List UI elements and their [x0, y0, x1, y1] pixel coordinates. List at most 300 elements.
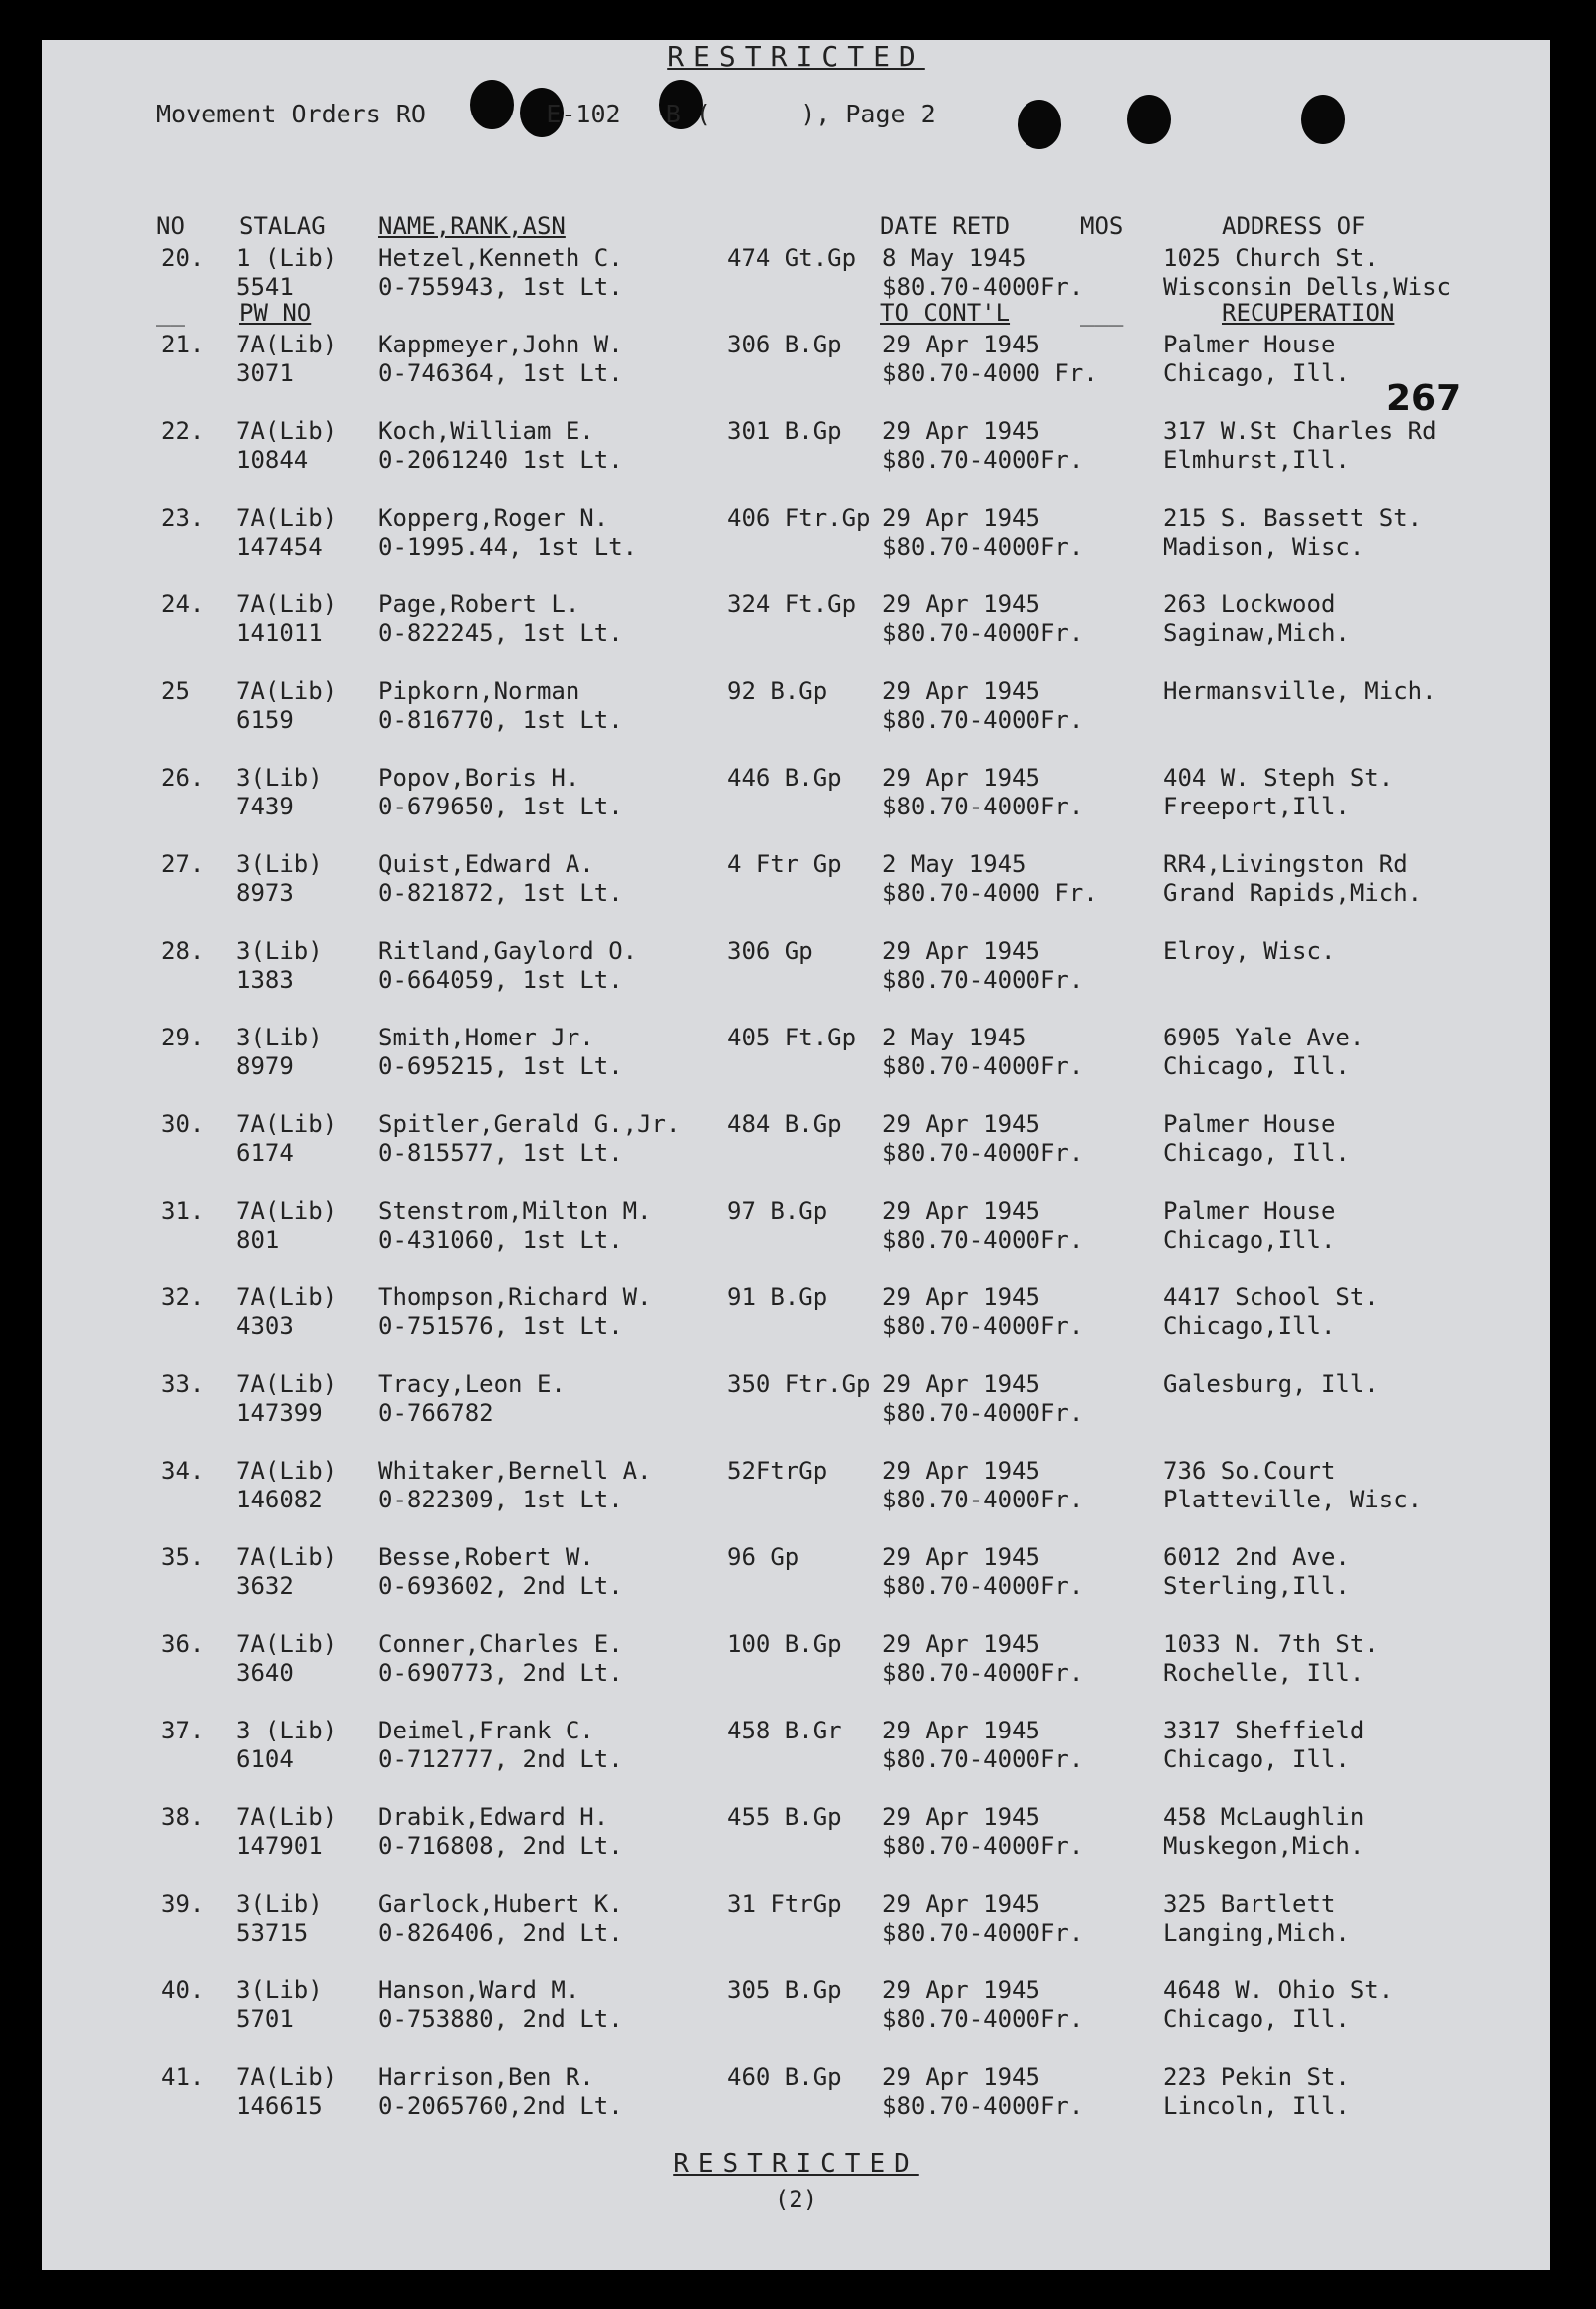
- unit-line: 31 FtrGp: [727, 1890, 842, 1918]
- date-returned: [882, 1717, 1211, 1774]
- date-returned: [882, 590, 1211, 648]
- table-row: [42, 504, 1550, 590]
- name-rank-asn-line: 0-755943, 1st Lt.: [378, 273, 623, 301]
- entry-number: [161, 504, 231, 533]
- date-returned-line: $80.70-4000Fr.: [882, 533, 1084, 561]
- date-returned-line: 29 Apr 1945: [882, 2063, 1040, 2091]
- stalag-pw-number: [236, 331, 375, 388]
- name-rank-asn-line: 0-826406, 2nd Lt.: [378, 1919, 623, 1947]
- stalag-pw-number: [236, 1630, 375, 1688]
- entry-number-line: 26.: [161, 764, 205, 792]
- entry-number-line: 21.: [161, 331, 205, 358]
- recuperation-address-line: Elmhurst,Ill.: [1163, 446, 1350, 474]
- recuperation-address: [1163, 1630, 1546, 1688]
- date-returned: [882, 2063, 1211, 2121]
- recuperation-address: [1163, 1024, 1546, 1081]
- name-rank-asn-line: 0-2061240 1st Lt.: [378, 446, 623, 474]
- stalag-pw-number: [236, 1803, 375, 1861]
- stalag-pw-number-line: 5541: [236, 273, 294, 301]
- unit-line: 460 B.Gp: [727, 2063, 842, 2091]
- date-returned-line: 29 Apr 1945: [882, 1197, 1040, 1225]
- stalag-pw-number-line: 3(Lib): [236, 1976, 323, 2004]
- date-returned-line: 29 Apr 1945: [882, 1803, 1040, 1831]
- entry-number-line: 30.: [161, 1110, 205, 1138]
- unit: [727, 417, 906, 446]
- recuperation-address: [1163, 331, 1546, 388]
- date-returned: [882, 244, 1211, 302]
- name-rank-asn: [378, 1197, 777, 1255]
- entry-number-line: 29.: [161, 1024, 205, 1051]
- name-rank-asn-line: 0-746364, 1st Lt.: [378, 359, 623, 387]
- date-returned-line: $80.70-4000Fr.: [882, 2092, 1084, 2120]
- date-returned-line: 29 Apr 1945: [882, 677, 1040, 705]
- stalag-pw-number-line: 7A(Lib): [236, 1197, 338, 1225]
- stalag-pw-number: [236, 1890, 375, 1948]
- table-row: [42, 331, 1550, 417]
- name-rank-asn: [378, 417, 777, 475]
- stalag-pw-number-line: 3(Lib): [236, 1024, 323, 1051]
- recuperation-address-line: Hermansville, Mich.: [1163, 677, 1437, 705]
- stalag-pw-number-line: 7A(Lib): [236, 1457, 338, 1485]
- stalag-pw-number: [236, 1197, 375, 1255]
- unit-line: 455 B.Gp: [727, 1803, 842, 1831]
- stalag-pw-number-line: 3(Lib): [236, 764, 323, 792]
- name-rank-asn: [378, 850, 777, 908]
- unit: [727, 1543, 906, 1572]
- recuperation-address: [1163, 1370, 1546, 1399]
- date-returned-line: $80.70-4000Fr.: [882, 793, 1084, 820]
- stalag-pw-number-line: 801: [236, 1226, 280, 1254]
- stalag-pw-number-line: 7A(Lib): [236, 417, 338, 445]
- date-returned-line: $80.70-4000Fr.: [882, 446, 1084, 474]
- stalag-pw-number: [236, 1283, 375, 1341]
- entry-number: [161, 1976, 231, 2005]
- stalag-pw-number-line: 7A(Lib): [236, 1283, 338, 1311]
- entry-number-line: 28.: [161, 937, 205, 965]
- stalag-pw-number-line: 7A(Lib): [236, 677, 338, 705]
- date-returned-line: $80.70-4000Fr.: [882, 2005, 1084, 2033]
- entry-number-line: 32.: [161, 1283, 205, 1311]
- unit-line: 306 Gp: [727, 937, 813, 965]
- recuperation-address-line: 4648 W. Ohio St.: [1163, 1976, 1394, 2004]
- entry-number-line: 39.: [161, 1890, 205, 1918]
- unit: [727, 937, 906, 966]
- stalag-pw-number-line: 10844: [236, 446, 309, 474]
- name-rank-asn: [378, 1370, 777, 1428]
- recuperation-address-line: Grand Rapids,Mich.: [1163, 879, 1423, 907]
- entry-number: [161, 850, 231, 879]
- date-returned-line: 8 May 1945: [882, 244, 1026, 272]
- table-row: [42, 937, 1550, 1024]
- document-page: [42, 40, 1550, 2270]
- stalag-pw-number-line: 1 (Lib): [236, 244, 338, 272]
- name-rank-asn-line: 0-679650, 1st Lt.: [378, 793, 623, 820]
- recuperation-address-line: Chicago, Ill.: [1163, 1052, 1350, 1080]
- date-returned: [882, 417, 1211, 475]
- recuperation-address-line: 263 Lockwood: [1163, 590, 1336, 618]
- stalag-pw-number-line: 3071: [236, 359, 294, 387]
- stalag-pw-number-line: 1383: [236, 966, 294, 994]
- entry-number: [161, 1197, 231, 1226]
- date-returned-line: 29 Apr 1945: [882, 1543, 1040, 1571]
- table-row: [42, 244, 1550, 331]
- date-returned-line: $80.70-4000Fr.: [882, 1139, 1084, 1167]
- entry-number-line: 24.: [161, 590, 205, 618]
- date-returned-line: 29 Apr 1945: [882, 1890, 1040, 1918]
- stalag-pw-number: [236, 1457, 375, 1514]
- name-rank-asn-line: 0-816770, 1st Lt.: [378, 706, 623, 734]
- entry-number-line: 23.: [161, 504, 205, 532]
- entry-number-line: 22.: [161, 417, 205, 445]
- recuperation-address: [1163, 1803, 1546, 1861]
- stalag-pw-number-line: 147399: [236, 1399, 323, 1427]
- date-returned: [882, 1457, 1211, 1514]
- table-row: [42, 1024, 1550, 1110]
- table-row: [42, 1976, 1550, 2063]
- recuperation-address-line: Sterling,Ill.: [1163, 1572, 1350, 1600]
- recuperation-address-line: 6905 Yale Ave.: [1163, 1024, 1365, 1051]
- date-returned-line: $80.70-4000 Fr.: [882, 879, 1098, 907]
- stalag-pw-number-line: 7A(Lib): [236, 331, 338, 358]
- name-rank-asn: [378, 677, 777, 735]
- recuperation-address-line: 736 So.Court: [1163, 1457, 1336, 1485]
- entry-number: [161, 1803, 231, 1832]
- name-rank-asn: [378, 590, 777, 648]
- name-rank-asn-line: 0-1995.44, 1st Lt.: [378, 533, 638, 561]
- name-rank-asn-line: 0-693602, 2nd Lt.: [378, 1572, 623, 1600]
- date-returned-line: 29 Apr 1945: [882, 937, 1040, 965]
- stalag-pw-number-line: 8979: [236, 1052, 294, 1080]
- date-returned-line: 29 Apr 1945: [882, 1457, 1040, 1485]
- unit: [727, 677, 906, 706]
- unit: [727, 1024, 906, 1052]
- stalag-pw-number-line: 6174: [236, 1139, 294, 1167]
- date-returned-line: 29 Apr 1945: [882, 1370, 1040, 1398]
- recuperation-address-line: Freeport,Ill.: [1163, 793, 1350, 820]
- name-rank-asn: [378, 937, 777, 995]
- entry-number: [161, 1283, 231, 1312]
- recuperation-address: [1163, 590, 1546, 648]
- name-rank-asn-line: 0-822309, 1st Lt.: [378, 1486, 623, 1513]
- name-rank-asn: [378, 1630, 777, 1688]
- stalag-pw-number: [236, 2063, 375, 2121]
- unit: [727, 1457, 906, 1486]
- name-rank-asn-line: 0-690773, 2nd Lt.: [378, 1659, 623, 1687]
- unit: [727, 2063, 906, 2092]
- unit-line: 305 B.Gp: [727, 1976, 842, 2004]
- stalag-pw-number-line: 53715: [236, 1919, 309, 1947]
- date-returned-line: 29 Apr 1945: [882, 1976, 1040, 2004]
- date-returned-line: 29 Apr 1945: [882, 764, 1040, 792]
- date-returned-line: $80.70-4000Fr.: [882, 1052, 1084, 1080]
- stalag-pw-number-line: 7A(Lib): [236, 504, 338, 532]
- recuperation-address-line: 6012 2nd Ave.: [1163, 1543, 1350, 1571]
- date-returned: [882, 1890, 1211, 1948]
- stalag-pw-number: [236, 1976, 375, 2034]
- table-row: [42, 590, 1550, 677]
- entry-number: [161, 244, 231, 273]
- unit: [727, 1803, 906, 1832]
- stalag-pw-number-line: 3640: [236, 1659, 294, 1687]
- date-returned-line: $80.70-4000Fr.: [882, 1919, 1084, 1947]
- entry-number-line: 33.: [161, 1370, 205, 1398]
- date-returned-line: 29 Apr 1945: [882, 1283, 1040, 1311]
- recuperation-address-line: Chicago, Ill.: [1163, 1745, 1350, 1773]
- name-rank-asn-line: Popov,Boris H.: [378, 764, 580, 792]
- name-rank-asn: [378, 1717, 777, 1774]
- recuperation-address: [1163, 244, 1546, 302]
- date-returned-line: $80.70-4000Fr.: [882, 1486, 1084, 1513]
- entry-number-line: 27.: [161, 850, 205, 878]
- recuperation-address: [1163, 2063, 1546, 2121]
- date-returned: [882, 1283, 1211, 1341]
- date-returned-line: 2 May 1945: [882, 1024, 1026, 1051]
- recuperation-address-line: Wisconsin Dells,Wisc: [1163, 273, 1451, 301]
- table-row: [42, 1630, 1550, 1717]
- table-row: [42, 2063, 1550, 2150]
- date-returned: [882, 331, 1211, 388]
- stalag-pw-number: [236, 1543, 375, 1601]
- date-returned: [882, 1543, 1211, 1601]
- table-row: [42, 1197, 1550, 1283]
- recuperation-address: [1163, 764, 1546, 821]
- date-returned-line: $80.70-4000Fr.: [882, 706, 1084, 734]
- name-rank-asn-line: Thompson,Richard W.: [378, 1283, 652, 1311]
- entry-number-line: 25: [161, 677, 190, 705]
- recuperation-address: [1163, 850, 1546, 908]
- name-rank-asn: [378, 504, 777, 562]
- date-returned-line: $80.70-4000Fr.: [882, 273, 1084, 301]
- stalag-pw-number-line: 3 (Lib): [236, 1717, 338, 1744]
- stalag-pw-number: [236, 590, 375, 648]
- name-rank-asn: [378, 1283, 777, 1341]
- date-returned-line: $80.70-4000 Fr.: [882, 359, 1098, 387]
- table-row: [42, 1457, 1550, 1543]
- recuperation-address-line: 404 W. Steph St.: [1163, 764, 1394, 792]
- date-returned: [882, 1110, 1211, 1168]
- entry-number: [161, 937, 231, 966]
- entry-number: [161, 2063, 231, 2092]
- name-rank-asn: [378, 2063, 777, 2121]
- entry-number-line: 34.: [161, 1457, 205, 1485]
- table-row: [42, 1543, 1550, 1630]
- stalag-pw-number-line: 7A(Lib): [236, 1370, 338, 1398]
- col-header-name: NAME,RANK,ASN: [378, 212, 566, 240]
- unit-line: 96 Gp: [727, 1543, 799, 1571]
- unit: [727, 1370, 906, 1399]
- name-rank-asn-line: Quist,Edward A.: [378, 850, 594, 878]
- name-rank-asn-line: 0-815577, 1st Lt.: [378, 1139, 623, 1167]
- date-returned-line: $80.70-4000Fr.: [882, 1659, 1084, 1687]
- name-rank-asn: [378, 1803, 777, 1861]
- name-rank-asn-line: Harrison,Ben R.: [378, 2063, 594, 2091]
- entry-number: [161, 764, 231, 793]
- unit-line: 306 B.Gp: [727, 331, 842, 358]
- recuperation-address: [1163, 1890, 1546, 1948]
- date-returned: [882, 850, 1211, 908]
- name-rank-asn: [378, 1976, 777, 2034]
- table-row: [42, 677, 1550, 764]
- recuperation-address-line: Chicago, Ill.: [1163, 1139, 1350, 1167]
- date-returned-line: 29 Apr 1945: [882, 1717, 1040, 1744]
- unit: [727, 1717, 906, 1745]
- date-returned: [882, 1024, 1211, 1081]
- unit: [727, 850, 906, 879]
- date-returned-line: $80.70-4000Fr.: [882, 1226, 1084, 1254]
- stalag-pw-number-line: 7A(Lib): [236, 2063, 338, 2091]
- entry-number-line: 38.: [161, 1803, 205, 1831]
- recuperation-address: [1163, 417, 1546, 475]
- entry-number-line: 40.: [161, 1976, 205, 2004]
- stalag-pw-number: [236, 1024, 375, 1081]
- recuperation-address-line: 458 McLaughlin: [1163, 1803, 1365, 1831]
- recuperation-address-line: Palmer House: [1163, 1197, 1336, 1225]
- recuperation-address-line: Langing,Mich.: [1163, 1919, 1350, 1947]
- entry-number: [161, 590, 231, 619]
- unit: [727, 1890, 906, 1919]
- date-returned-line: $80.70-4000Fr.: [882, 1399, 1084, 1427]
- date-returned-line: $80.70-4000Fr.: [882, 966, 1084, 994]
- personnel-list: [42, 244, 1550, 2150]
- stalag-pw-number-line: 3(Lib): [236, 850, 323, 878]
- recuperation-address: [1163, 1197, 1546, 1255]
- stalag-pw-number-line: 4303: [236, 1312, 294, 1340]
- stalag-pw-number: [236, 504, 375, 562]
- col-header-mos: MOS ___: [1080, 212, 1124, 327]
- name-rank-asn-line: Smith,Homer Jr.: [378, 1024, 594, 1051]
- recuperation-address-line: Chicago,Ill.: [1163, 1226, 1336, 1254]
- date-returned-line: $80.70-4000Fr.: [882, 1832, 1084, 1860]
- stalag-pw-number-line: 5701: [236, 2005, 294, 2033]
- unit: [727, 1976, 906, 2005]
- stalag-pw-number: [236, 1370, 375, 1428]
- stalag-pw-number: [236, 677, 375, 735]
- date-returned-line: 29 Apr 1945: [882, 417, 1040, 445]
- name-rank-asn: [378, 1543, 777, 1601]
- stalag-pw-number: [236, 1717, 375, 1774]
- entry-number-line: 36.: [161, 1630, 205, 1658]
- stalag-pw-number-line: 147454: [236, 533, 323, 561]
- name-rank-asn: [378, 764, 777, 821]
- stalag-pw-number-line: 147901: [236, 1832, 323, 1860]
- stalag-pw-number: [236, 1110, 375, 1168]
- col-header-no: NO __: [156, 212, 185, 327]
- recuperation-address: [1163, 504, 1546, 562]
- recuperation-address-line: Lincoln, Ill.: [1163, 2092, 1350, 2120]
- name-rank-asn-line: 0-751576, 1st Lt.: [378, 1312, 623, 1340]
- recuperation-address-line: 1033 N. 7th St.: [1163, 1630, 1379, 1658]
- stalag-pw-number-line: 7A(Lib): [236, 1630, 338, 1658]
- date-returned-line: 29 Apr 1945: [882, 331, 1040, 358]
- recuperation-address-line: Palmer House: [1163, 1110, 1336, 1138]
- date-returned: [882, 677, 1211, 735]
- name-rank-asn-line: Hanson,Ward M.: [378, 1976, 580, 2004]
- stalag-pw-number: [236, 764, 375, 821]
- name-rank-asn-line: Garlock,Hubert K.: [378, 1890, 623, 1918]
- unit-line: 350 Ftr.Gp: [727, 1370, 871, 1398]
- recuperation-address-line: 3317 Sheffield: [1163, 1717, 1365, 1744]
- name-rank-asn-line: Page,Robert L.: [378, 590, 580, 618]
- unit-line: 406 Ftr.Gp: [727, 504, 871, 532]
- recuperation-address-line: Saginaw,Mich.: [1163, 619, 1350, 647]
- unit-line: 324 Ft.Gp: [727, 590, 857, 618]
- name-rank-asn: [378, 1457, 777, 1514]
- recuperation-address: [1163, 677, 1546, 706]
- name-rank-asn-line: 0-664059, 1st Lt.: [378, 966, 623, 994]
- recuperation-address-line: Chicago, Ill.: [1163, 359, 1350, 387]
- stalag-pw-number: [236, 417, 375, 475]
- recuperation-address-line: Palmer House: [1163, 331, 1336, 358]
- stalag-pw-number: [236, 937, 375, 995]
- col-header-stalag: STALAG PW NO: [239, 212, 326, 327]
- recuperation-address: [1163, 1457, 1546, 1514]
- entry-number: [161, 1717, 231, 1745]
- unit-line: 458 B.Gr: [727, 1717, 842, 1744]
- recuperation-address: [1163, 1283, 1546, 1341]
- restricted-header: RESTRICTED: [667, 40, 925, 73]
- table-row: [42, 1283, 1550, 1370]
- unit-line: 474 Gt.Gp: [727, 244, 857, 272]
- date-returned-line: 2 May 1945: [882, 850, 1026, 878]
- unit: [727, 1110, 906, 1139]
- date-returned-line: 29 Apr 1945: [882, 590, 1040, 618]
- stalag-pw-number-line: 7439: [236, 793, 294, 820]
- table-row: [42, 417, 1550, 504]
- recuperation-address-line: Madison, Wisc.: [1163, 533, 1365, 561]
- name-rank-asn-line: Pipkorn,Norman: [378, 677, 580, 705]
- unit-line: 405 Ft.Gp: [727, 1024, 857, 1051]
- unit-line: 484 B.Gp: [727, 1110, 842, 1138]
- recuperation-address-line: RR4,Livingston Rd: [1163, 850, 1408, 878]
- name-rank-asn-line: Kopperg,Roger N.: [378, 504, 609, 532]
- unit: [727, 331, 906, 359]
- stalag-pw-number-line: 7A(Lib): [236, 1543, 338, 1571]
- name-rank-asn-line: 0-766782: [378, 1399, 494, 1427]
- entry-number: [161, 331, 231, 359]
- table-row: [42, 764, 1550, 850]
- recuperation-address-line: 215 S. Bassett St.: [1163, 504, 1423, 532]
- stamped-number: 267: [1386, 378, 1462, 419]
- table-row: [42, 1110, 1550, 1197]
- recuperation-address-line: 325 Bartlett: [1163, 1890, 1336, 1918]
- name-rank-asn: [378, 331, 777, 388]
- unit-line: 446 B.Gp: [727, 764, 842, 792]
- entry-number: [161, 1543, 231, 1572]
- stalag-pw-number: [236, 850, 375, 908]
- date-returned-line: $80.70-4000Fr.: [882, 1572, 1084, 1600]
- recuperation-address-line: 4417 School St.: [1163, 1283, 1379, 1311]
- table-row: [42, 1803, 1550, 1890]
- order-reference: Movement Orders RO E-102 B ( ), Page 2: [156, 100, 936, 128]
- table-row: [42, 1370, 1550, 1457]
- date-returned-line: $80.70-4000Fr.: [882, 1745, 1084, 1773]
- restricted-footer: RESTRICTED: [673, 2149, 919, 2179]
- stalag-pw-number-line: 8973: [236, 879, 294, 907]
- name-rank-asn-line: 0-716808, 2nd Lt.: [378, 1832, 623, 1860]
- entry-number: [161, 1890, 231, 1919]
- entry-number-line: 41.: [161, 2063, 205, 2091]
- entry-number: [161, 417, 231, 446]
- unit-line: 52FtrGp: [727, 1457, 828, 1485]
- date-returned-line: 29 Apr 1945: [882, 504, 1040, 532]
- unit: [727, 590, 906, 619]
- name-rank-asn-line: Whitaker,Bernell A.: [378, 1457, 652, 1485]
- date-returned: [882, 764, 1211, 821]
- name-rank-asn-line: 0-753880, 2nd Lt.: [378, 2005, 623, 2033]
- name-rank-asn: [378, 1890, 777, 1948]
- name-rank-asn-line: 0-821872, 1st Lt.: [378, 879, 623, 907]
- entry-number-line: 37.: [161, 1717, 205, 1744]
